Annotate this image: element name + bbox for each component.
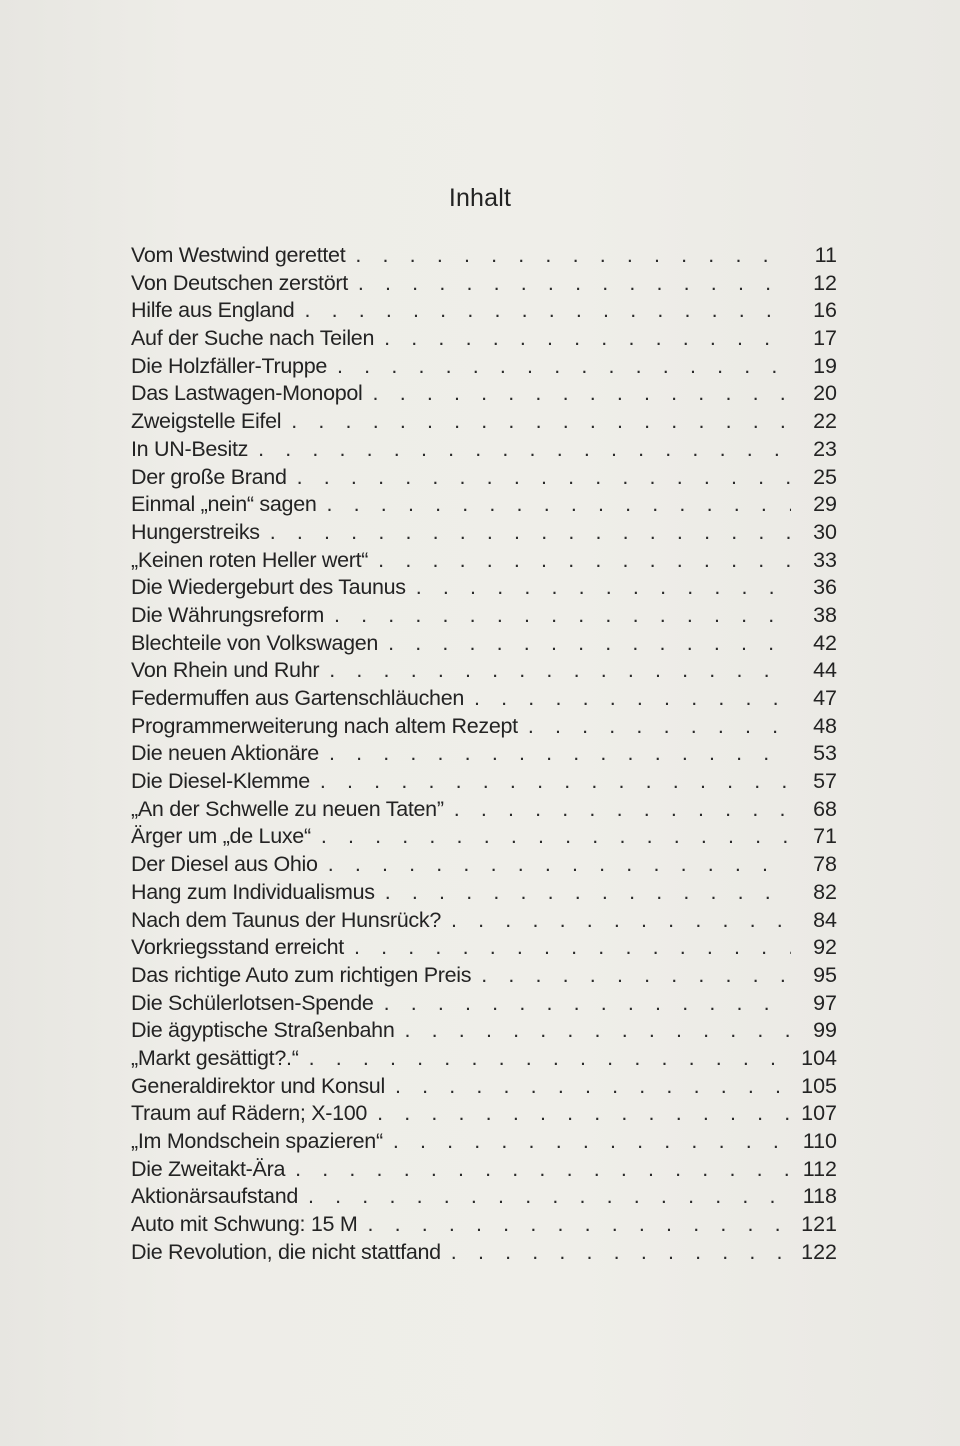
toc-entry [131,353,837,381]
toc-entry-page-number: 105 [801,1073,837,1098]
toc-dot-leader [258,436,791,464]
toc-entry [131,325,837,353]
toc-dot-leader [451,1239,791,1267]
toc-entry-page-number: 16 [813,298,837,323]
toc-entry-page-number: 44 [813,658,837,683]
toc-entry [131,768,837,796]
toc-entry-page-number: 97 [813,990,837,1015]
toc-entry-title: „Keinen roten Heller wert“ [131,547,369,572]
toc-entry [131,1211,837,1239]
toc-entry-title: Blechteile von Volkswagen [131,630,379,655]
toc-entry-page-number: 82 [813,879,837,904]
toc-entry-page-number: 33 [813,547,837,572]
toc-entry-title: Die Revolution, die nicht stattfand [131,1239,441,1264]
toc-entry [131,685,837,713]
toc-dot-leader [528,713,791,741]
toc-dot-leader [334,602,791,630]
toc-entry-page-number: 48 [813,713,837,738]
toc-entry-title: Hilfe aus England [131,298,295,323]
toc-dot-leader [481,962,791,990]
toc-entry [131,1239,837,1267]
toc-entry [131,574,837,602]
toc-entry [131,907,837,935]
toc-dot-leader [328,851,791,879]
toc-entry-page-number: 36 [813,575,837,600]
toc-entry-title: Auf der Suche nach Teilen [131,326,375,351]
toc-entry [131,1183,837,1211]
toc-dot-leader [367,1211,791,1239]
toc-entry-title: Zweigstelle Eifel [131,409,282,434]
toc-entry-page-number: 38 [813,602,837,627]
toc-entry [131,491,837,519]
toc-dot-leader [329,657,791,685]
toc-entry-page-number: 17 [813,326,837,351]
toc-entry-title: Traum auf Rädern; X-100 [131,1101,368,1126]
toc-entry-title: „An der Schwelle zu neuen Taten” [131,796,444,821]
toc-entry [131,242,837,270]
toc-entry [131,630,837,658]
toc-entry-title: Die Holzfäller-Truppe [131,353,328,378]
toc-entry-page-number: 12 [813,270,837,295]
toc-entry-title: Der Diesel aus Ohio [131,852,318,877]
toc-entry-title: Das richtige Auto zum richtigen Preis [131,962,472,987]
toc-entry [131,962,837,990]
toc-entry [131,879,837,907]
toc-dot-leader [388,630,791,658]
toc-entry [131,1128,837,1156]
toc-entry-page-number: 110 [802,1129,837,1153]
toc-dot-leader [355,242,791,270]
toc-dot-leader [384,325,791,353]
toc-entry-title: Hungerstreiks [131,519,260,544]
toc-entry-page-number: 22 [813,409,837,434]
toc-entry-page-number: 121 [801,1212,837,1237]
toc-dot-leader [291,408,791,436]
toc-entry [131,519,837,547]
toc-entry [131,1045,837,1073]
toc-dot-leader [320,768,791,796]
toc-entry-title: Die Zweitakt-Ära [131,1156,286,1181]
toc-entry [131,1017,837,1045]
toc-entry-page-number: 95 [813,962,837,987]
toc-entry [131,602,837,630]
toc-entry-title: Vom Westwind gerettet [131,243,346,267]
toc-entry-page-number: 84 [813,907,837,932]
toc-entry-title: Ärger um „de Luxe“ [131,824,311,849]
toc-entry-page-number: 20 [813,381,837,406]
toc-entry-page-number: 42 [813,630,837,655]
toc-entry-title: „Im Mondschein spazieren“ [131,1129,383,1153]
toc-dot-leader [474,685,791,713]
toc-dot-leader [321,823,791,851]
toc-entry-page-number: 104 [801,1045,837,1070]
toc-entry-title: Die Wiedergeburt des Taunus [131,575,406,600]
toc-entry [131,851,837,879]
toc-entry-page-number: 47 [813,686,837,710]
toc-dot-leader [405,1017,791,1045]
toc-entry-page-number: 71 [813,824,837,849]
toc-entry-page-number: 99 [813,1018,837,1043]
toc-entry [131,657,837,685]
toc-dot-leader [451,907,791,935]
toc-entry [131,547,837,575]
toc-entry-page-number: 29 [813,492,837,517]
toc-entry-page-number: 19 [813,353,837,378]
toc-dot-leader [308,1183,791,1211]
toc-entry-title: Nach dem Taunus der Hunsrück? [131,907,441,932]
toc-entry-page-number: 107 [801,1101,837,1126]
toc-entry-page-number: 92 [813,935,837,960]
toc-entry [131,713,837,741]
toc-entry-page-number: 122 [801,1239,837,1264]
toc-entry-title: Generaldirektor und Konsul [131,1073,385,1098]
toc-entry-page-number: 57 [813,769,837,794]
toc-dot-leader [395,1073,791,1101]
toc-entry-page-number: 112 [802,1156,837,1181]
toc-entry-title: Aktionärsaufstand [131,1184,299,1209]
toc-dot-leader [270,519,791,547]
toc-dot-leader [416,574,791,602]
toc-entry-page-number: 78 [813,852,837,877]
toc-entry-title: Die neuen Aktionäre [131,741,319,766]
toc-entry-title: Die Währungsreform [131,602,324,627]
toc-entry [131,1156,837,1184]
toc-dot-leader [454,796,791,824]
toc-entry-title: Programmerweiterung nach altem Rezept [131,713,518,738]
toc-entry-page-number: 11 [814,243,837,267]
toc-entry [131,990,837,1018]
toc-entry [131,380,837,408]
toc-entry [131,436,837,464]
toc-entry [131,270,837,298]
toc-entry-title: Die Diesel-Klemme [131,769,310,794]
toc-dot-leader [358,270,791,298]
toc-entry-title: Hang zum Individualismus [131,879,375,904]
toc-entry-page-number: 68 [813,796,837,821]
toc-dot-leader [354,934,791,962]
toc-entry-page-number: 30 [813,519,837,544]
toc-entry-title: Auto mit Schwung: 15 M [131,1212,358,1237]
toc-entry-title: Von Deutschen zerstört [131,270,348,295]
toc-dot-leader [337,353,791,381]
toc-entry-page-number: 118 [802,1184,837,1209]
toc-dot-leader [393,1128,791,1156]
toc-entry [131,796,837,824]
page-title: Inhalt [448,184,512,212]
table-of-contents [131,242,837,1266]
toc-dot-leader [373,380,791,408]
toc-entry-title: Die Schülerlotsen-Spende [131,990,374,1015]
toc-entry [131,464,837,492]
toc-entry [131,740,837,768]
toc-entry [131,1073,837,1101]
toc-dot-leader [295,1156,791,1184]
toc-entry [131,823,837,851]
toc-entry-title: Federmuffen aus Gartenschläuchen [131,686,465,710]
toc-entry-title: Die ägyptische Straßenbahn [131,1018,395,1043]
toc-dot-leader [385,879,791,907]
toc-dot-leader [384,990,791,1018]
toc-entry-title: Der große Brand [131,464,287,489]
toc-dot-leader [378,547,791,575]
toc-entry-title: Das Lastwagen-Monopol [131,381,363,406]
toc-dot-leader [309,1045,791,1073]
toc-entry [131,1100,837,1128]
toc-entry-page-number: 23 [813,436,837,461]
toc-entry-title: Einmal „nein“ sagen [131,492,317,517]
toc-entry-title: In UN-Besitz [131,436,249,461]
toc-dot-leader [329,740,791,768]
toc-entry-page-number: 25 [813,464,837,489]
toc-entry [131,934,837,962]
toc-entry [131,297,837,325]
toc-entry-title: „Markt gesättigt?.“ [131,1045,299,1070]
toc-entry [131,408,837,436]
toc-entry-page-number: 53 [813,741,837,766]
toc-entry-title: Von Rhein und Ruhr [131,658,320,683]
toc-dot-leader [297,464,791,492]
toc-entry-title: Vorkriegsstand erreicht [131,935,344,960]
toc-dot-leader [304,297,791,325]
toc-dot-leader [377,1100,791,1128]
toc-dot-leader [327,491,791,519]
